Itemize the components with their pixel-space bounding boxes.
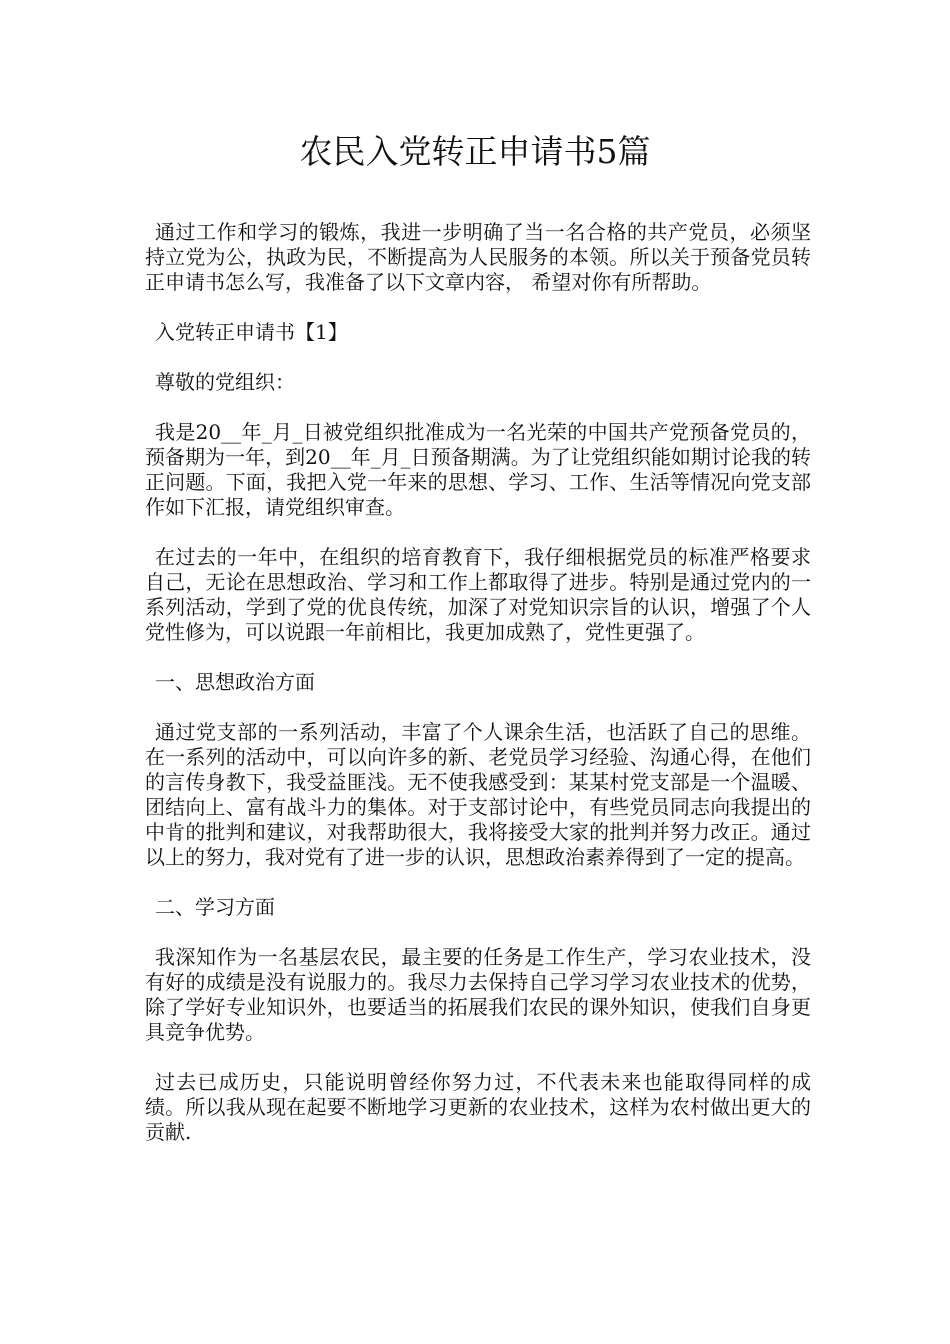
salutation: 尊敬的党组织： bbox=[155, 370, 295, 394]
document-title: 农民入党转正申请书5篇 bbox=[299, 132, 651, 171]
paragraph-5: 过去已成历史，只能说明曾经你努力过，不代表未来也能取得同样的成绩。所以我从现在起要不断地学习更新的农业技术，这样为农村做出更大的贡献. bbox=[145, 1070, 811, 1144]
heading-study: 二、学习方面 bbox=[155, 895, 275, 919]
document-body bbox=[145, 220, 811, 1170]
paragraph-1: 我是20__年_月_日被党组织批准成为一名光荣的中国共产党预备党员的，预备期为一年，到20__年_月_日预备期满。为了让党组织能如期讨论我的转正问题。下面，我把入党一年来的思想、学习、工作、生活等情况向党支部作如下汇报，请党组织审查。 bbox=[145, 420, 811, 519]
paragraph-3: 通过党支部的一系列活动，丰富了个人课余生活，也活跃了自己的思维。在一系列的活动中，可以向许多的新、老党员学习经验、沟通心得，在他们的言传身教下，我受益匪浅。无不使我感受到：某某村党支部是一个温暖、团结向上、富有战斗力的集体。对于支部讨论中，有些党员同志向我提出的中肯的批判和建议，对我帮助很大，我将接受大家的批判并努力改正。通过以上的努力，我对党有了进一步的认识，思想政治素养得到了一定的提高。 bbox=[145, 720, 811, 869]
heading-ideology: 一、思想政治方面 bbox=[155, 670, 315, 694]
intro-paragraph: 通过工作和学习的锻炼，我进一步明确了当一名合格的共产党员，必须坚持立党为公，执政为民，不断提高为人民服务的本领。所以关于预备党员转正申请书怎么写，我准备了以下文章内容， 希望对你有所帮助。 bbox=[145, 220, 811, 294]
section-title: 入党转正申请书【1】 bbox=[155, 320, 348, 344]
paragraph-4: 我深知作为一名基层农民，最主要的任务是工作生产，学习农业技术，没有好的成绩是没有说服力的。我尽力去保持自己学习学习农业技术的优势，除了学好专业知识外，也要适当的拓展我们农民的课外知识，使我们自身更具竞争优势。 bbox=[145, 945, 811, 1044]
paragraph-2: 在过去的一年中，在组织的培育教育下，我仔细根据党员的标准严格要求自己，无论在思想政治、学习和工作上都取得了进步。特别是通过党内的一系列活动，学到了党的优良传统，加深了对党知识宗旨的认识，增强了个人党性修为，可以说跟一年前相比，我更加成熟了，党性更强了。 bbox=[145, 545, 811, 644]
